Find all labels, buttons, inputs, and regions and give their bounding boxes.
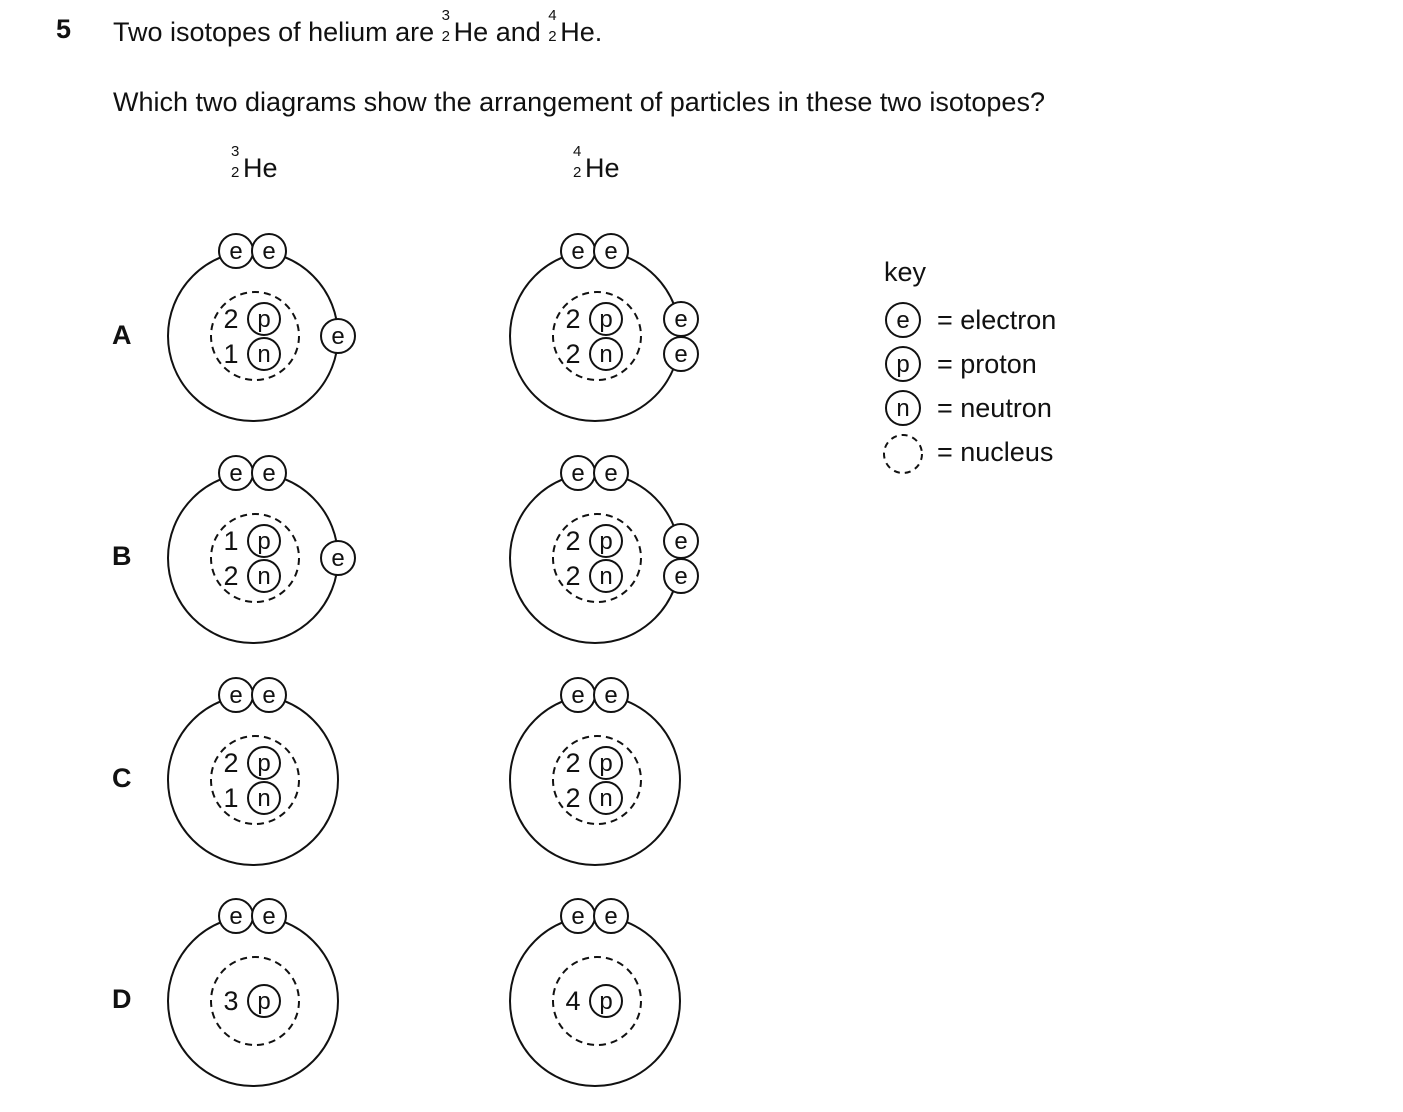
key-symbol xyxy=(886,303,920,337)
atomic-number: 2 xyxy=(548,28,557,45)
key-symbol xyxy=(886,347,920,381)
mass-number: 3 xyxy=(231,143,240,160)
svg-text:p: p xyxy=(896,351,910,378)
neutron xyxy=(590,560,622,592)
svg-text:p: p xyxy=(257,988,271,1015)
svg-text:e: e xyxy=(262,682,276,709)
atomic-number: 2 xyxy=(573,164,582,181)
electron xyxy=(219,678,253,712)
svg-text:n: n xyxy=(257,785,271,812)
svg-text:e: e xyxy=(229,903,243,930)
element-symbol: He xyxy=(585,153,620,183)
svg-text:n: n xyxy=(257,563,271,590)
svg-text:e: e xyxy=(604,460,618,487)
electron xyxy=(664,337,698,371)
particle-count: 3 xyxy=(223,986,239,1016)
particle-count: 2 xyxy=(565,304,581,334)
electron xyxy=(561,899,595,933)
svg-text:p: p xyxy=(257,528,271,555)
electron xyxy=(219,234,253,268)
svg-text:e: e xyxy=(262,238,276,265)
particle-count: 4 xyxy=(565,986,581,1016)
electron xyxy=(252,678,286,712)
stem-text: Two isotopes of helium are xyxy=(113,17,442,47)
question-number: 5 xyxy=(56,14,72,44)
svg-text:e: e xyxy=(571,238,585,265)
key-title: key xyxy=(884,257,927,287)
neutron xyxy=(590,338,622,370)
svg-text:e: e xyxy=(604,238,618,265)
electron xyxy=(664,524,698,558)
element-symbol: He xyxy=(243,153,278,183)
key xyxy=(884,257,1056,473)
proton xyxy=(248,985,280,1017)
atom-diagram-a-1 xyxy=(168,234,355,421)
proton xyxy=(248,303,280,335)
atom-diagram-d-2 xyxy=(510,899,680,1086)
particle-count: 2 xyxy=(223,304,239,334)
electron-shell xyxy=(510,473,680,643)
particle-count: 2 xyxy=(565,748,581,778)
key-symbol xyxy=(886,391,920,425)
svg-text:p: p xyxy=(257,750,271,777)
electron xyxy=(219,456,253,490)
neutron xyxy=(248,338,280,370)
electron xyxy=(561,234,595,268)
nucleus-symbol xyxy=(884,435,922,473)
key-item xyxy=(884,435,1053,473)
atom-diagram-b-1 xyxy=(168,456,355,643)
proton xyxy=(590,303,622,335)
svg-text:n: n xyxy=(896,395,910,422)
particle-count: 1 xyxy=(223,339,239,369)
svg-text:n: n xyxy=(257,341,271,368)
neutron xyxy=(248,560,280,592)
svg-text:n: n xyxy=(599,563,613,590)
atom-diagram-c-2 xyxy=(510,678,680,865)
electron xyxy=(594,456,628,490)
particle-count: 1 xyxy=(223,783,239,813)
svg-text:n: n xyxy=(599,785,613,812)
electron-shell xyxy=(510,695,680,865)
electron-shell xyxy=(168,251,338,421)
svg-text:e: e xyxy=(262,460,276,487)
atom-diagram-b-2 xyxy=(510,456,698,643)
electron xyxy=(594,899,628,933)
svg-text:p: p xyxy=(599,988,613,1015)
svg-text:e: e xyxy=(229,238,243,265)
electron xyxy=(321,541,355,575)
option-label-a[interactable]: A xyxy=(112,320,132,350)
particle-count: 2 xyxy=(565,339,581,369)
svg-text:p: p xyxy=(599,306,613,333)
particle-count: 2 xyxy=(565,783,581,813)
svg-text:e: e xyxy=(229,460,243,487)
svg-text:e: e xyxy=(331,545,345,572)
key-text: = proton xyxy=(937,349,1037,379)
element-symbol: He xyxy=(453,17,489,47)
electron xyxy=(219,899,253,933)
svg-text:p: p xyxy=(599,528,613,555)
atomic-number: 2 xyxy=(231,164,240,181)
particle-count: 2 xyxy=(223,748,239,778)
svg-text:e: e xyxy=(896,307,910,334)
option-label-b[interactable]: B xyxy=(112,541,132,571)
svg-text:p: p xyxy=(257,306,271,333)
option-label-d[interactable]: D xyxy=(112,984,132,1014)
svg-text:e: e xyxy=(571,903,585,930)
mass-number: 3 xyxy=(441,7,451,24)
proton xyxy=(248,525,280,557)
svg-text:e: e xyxy=(262,903,276,930)
atom-diagram-c-1 xyxy=(168,678,338,865)
electron xyxy=(252,456,286,490)
particle-count: 2 xyxy=(565,526,581,556)
key-text: = nucleus xyxy=(937,437,1054,467)
particle-count: 2 xyxy=(565,561,581,591)
question-prompt: Which two diagrams show the arrangement of particles in these two isotopes? xyxy=(113,87,1045,117)
mass-number: 4 xyxy=(573,143,582,160)
electron xyxy=(252,234,286,268)
neutron xyxy=(590,782,622,814)
proton xyxy=(590,747,622,779)
neutron xyxy=(248,782,280,814)
key-item xyxy=(886,347,1037,381)
mass-number: 4 xyxy=(548,7,557,24)
element-symbol: He. xyxy=(560,17,603,47)
and-text: and xyxy=(488,17,549,47)
electron-shell xyxy=(168,473,338,643)
svg-text:e: e xyxy=(331,323,345,350)
proton xyxy=(590,525,622,557)
key-item xyxy=(886,303,1056,337)
svg-text:p: p xyxy=(599,750,613,777)
proton xyxy=(590,985,622,1017)
electron xyxy=(321,319,355,353)
svg-text:e: e xyxy=(674,563,688,590)
key-item xyxy=(886,391,1052,425)
atom-diagram-d-1 xyxy=(168,899,338,1086)
svg-text:e: e xyxy=(674,528,688,555)
svg-text:n: n xyxy=(599,341,613,368)
atomic-number: 2 xyxy=(441,28,451,45)
key-text: = neutron xyxy=(937,393,1052,423)
svg-text:e: e xyxy=(604,903,618,930)
svg-text:e: e xyxy=(229,682,243,709)
electron xyxy=(561,456,595,490)
svg-text:e: e xyxy=(674,306,688,333)
atom-diagram-a-2 xyxy=(510,234,698,421)
svg-text:e: e xyxy=(604,682,618,709)
electron xyxy=(594,678,628,712)
electron xyxy=(561,678,595,712)
svg-text:e: e xyxy=(571,682,585,709)
electron-shell xyxy=(168,695,338,865)
electron xyxy=(594,234,628,268)
key-text: = electron xyxy=(937,305,1057,335)
electron xyxy=(252,899,286,933)
electron-shell xyxy=(510,251,680,421)
option-label-c[interactable]: C xyxy=(112,763,132,793)
svg-text:e: e xyxy=(674,341,688,368)
electron xyxy=(664,559,698,593)
proton xyxy=(248,747,280,779)
svg-text:e: e xyxy=(571,460,585,487)
electron xyxy=(664,302,698,336)
particle-count: 1 xyxy=(223,526,239,556)
particle-count: 2 xyxy=(223,561,239,591)
